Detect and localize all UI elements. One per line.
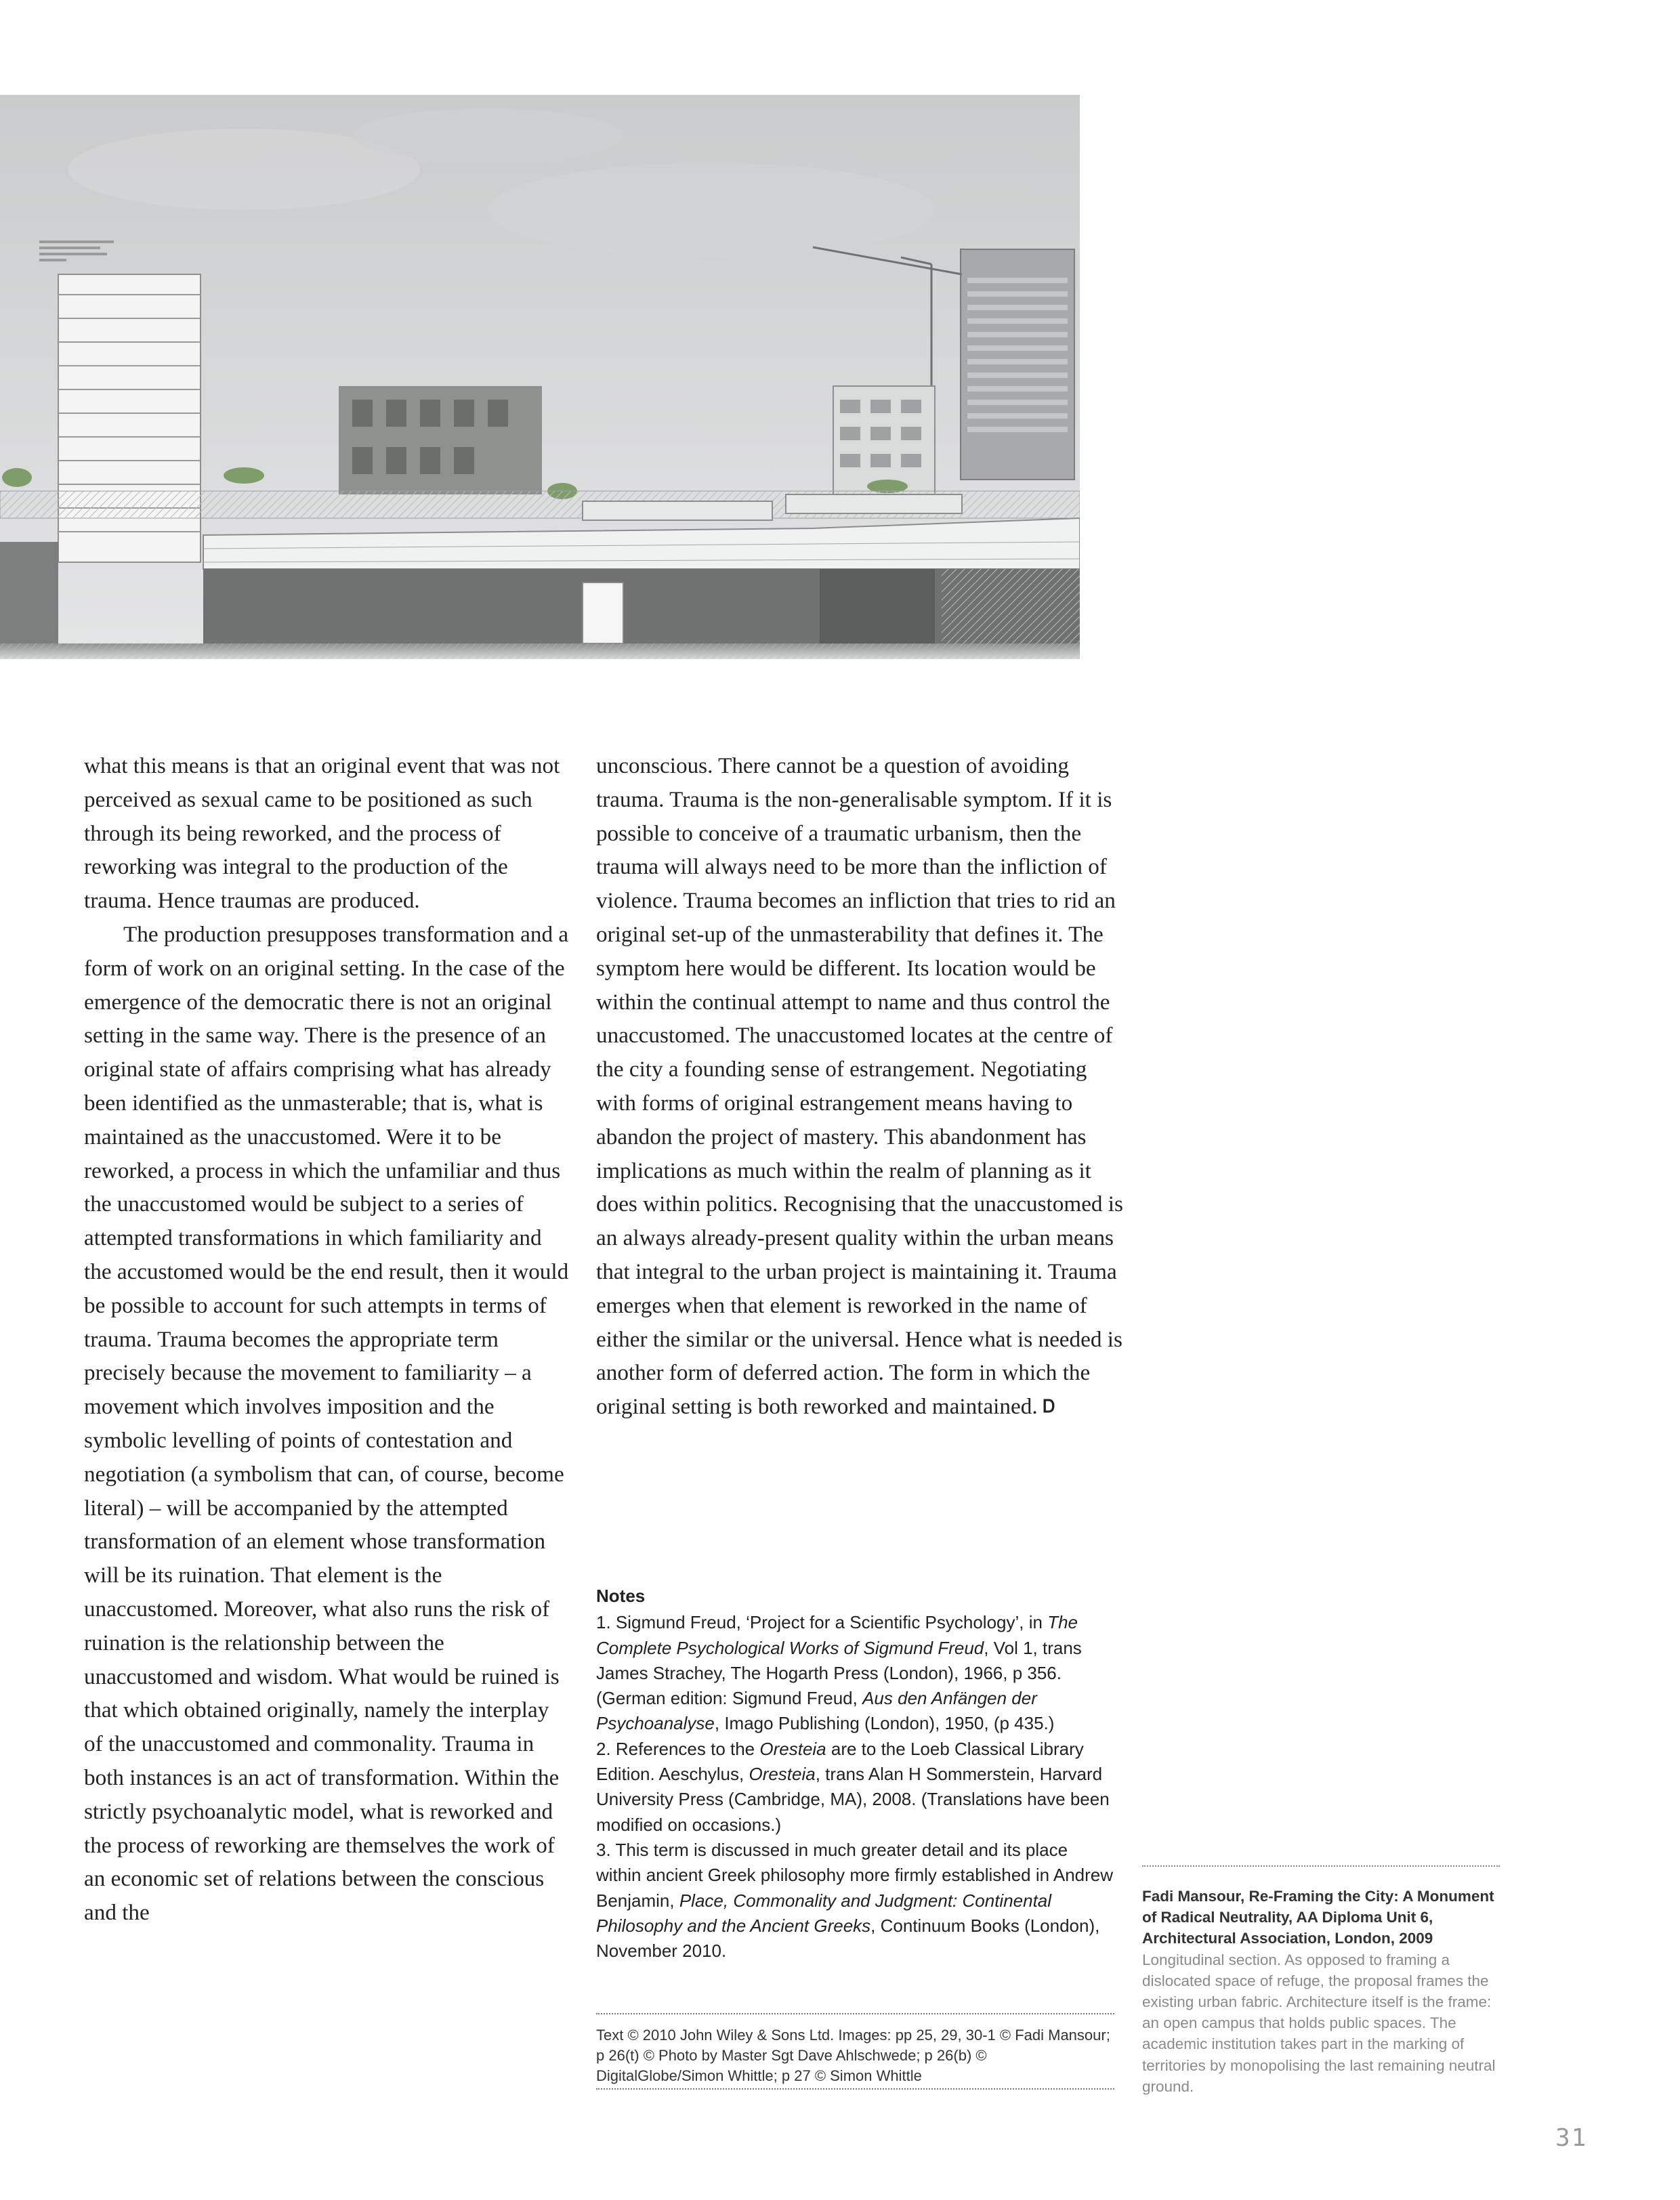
note-text: , Imago Publishing (London), 1950, (p 435.): [714, 1713, 1055, 1734]
body-text-column-middle: [596, 749, 1125, 1424]
note-text: 1. Sigmund Freud, ‘Project for a Scientific Psychology’, in: [596, 1612, 1048, 1633]
note-title: Aus den Anfängen der Psychoanalyse: [596, 1688, 1037, 1734]
credits-divider: [596, 2013, 1114, 2014]
note-text: are to the Loeb Classical Library Edition. Aeschylus,: [596, 1738, 1084, 1785]
body-paragraph: The production presupposes transformation and a form of work on an original setting. In the case of the emergence of the democratic there is not an original setting in the same way. There is the presence of an original state of affairs comprising what has already been identified as the unmasterable; that is, what is maintained as the unaccustomed. Were it to be reworked, a process in which the unfamiliar and thus the unaccustomed would be subject to a series of attempted transformations in which familiarity and the accustomed would be the end result, then it would be possible to account for such attempts in terms of trauma. Trauma becomes the appropriate term precisely because the movement to familiarity – a movement which involves imposition and the symbolic levelling of points of contestation and negotiation (a symbolism that can, of course, become literal) – will be accompanied by the attempted transformation of an element whose transformation will be its ruination. That element is the unaccustomed. Moreover, what also runs the risk of ruination is the relationship between the unaccustomed and wisdom. What would be ruined is that which obtained originally, namely the interplay of the unaccustomed and commonality. Trauma in both instances is an act of transformation. Within the strictly psychoanalytic model, what is reworked and the process of reworking are themselves the work of an economic set of relations between the conscious and the: [84, 921, 569, 1926]
notes-section: [596, 1584, 1114, 1964]
note-text: , Vol 1, trans James Strachey, The Hogarth Press (London), 1966, p 356. (German edition: Sigmund Freud,: [596, 1637, 1082, 1709]
note-title: Oresteia: [749, 1764, 816, 1785]
note-text: , trans Alan H Sommerstein, Harvard University Press (Cambridge, MA), 2008. (Translations have been modified on occasions.): [596, 1764, 1110, 1835]
body-paragraph-text: unconscious. There cannot be a question of avoiding trauma. Trauma is the non-generalisable symptom. If it is possible to conceive of a traumatic urbanism, then the trauma will always need to be more than the infliction of violence. Trauma becomes an infliction that tries to rid an original set-up of the unmasterability that defines it. The symptom here would be different. Its location would be within the continual attempt to name and thus control the unaccustomed. The unaccustomed locates at the centre of the city a founding sense of estrangement. Negotiating with forms of original estrangement means having to abandon the project of mastery. This abandonment has implications as much within the realm of planning as it does within politics. Recognising that the unaccustomed is an always already-present quality within the urban means that integral to the urban project is maintaining it. Trauma emerges when that element is reworked in the name of either the similar or the universal. Hence what is needed is another form of deferred action. The form in which the original setting is both reworked and maintained.: [596, 753, 1123, 1420]
credits-divider: [596, 2088, 1114, 2090]
note-title: The Complete Psychological Works of Sigmund Freud: [596, 1612, 1078, 1658]
caption-divider: [1142, 1865, 1500, 1867]
note-item: [596, 1737, 1114, 1838]
note-item: [596, 1838, 1114, 1964]
note-title: Place, Commonality and Judgment: Continental Philosophy and the Ancient Greeks: [596, 1890, 1052, 1936]
architectural-section-illustration: [0, 95, 1080, 659]
body-paragraph: what this means is that an original event that was not perceived as sexual came to be positioned as such through its being reworked, and the process of reworking was integral to the production of the trauma. Hence traumas are produced.: [84, 753, 560, 914]
caption-title: Fadi Mansour, Re-Framing the City: A Monument of Radical Neutrality, AA Diploma Unit 6, Architectural Association, London, 2009: [1142, 1888, 1494, 1947]
caption-body: Longitudinal section. As opposed to framing a dislocated space of refuge, the proposal frames the existing urban fabric. Architecture itself is the frame: an open campus that holds public spaces. The academic institution takes part in the marking of territories by monopolising the last remaining neutral ground.: [1142, 1951, 1496, 2095]
body-paragraph: [596, 749, 1125, 1424]
end-of-article-icon: Ꭰ: [1043, 1397, 1055, 1418]
figure-caption: [1142, 1886, 1508, 2097]
body-text-column-left: [84, 749, 572, 1930]
note-item: [596, 1610, 1114, 1736]
note-title: Oresteia: [759, 1738, 826, 1759]
page-number: 31: [1555, 2124, 1588, 2152]
notes-heading: Notes: [596, 1586, 646, 1606]
note-text: 3. This term is discussed in much greater detail and its place within ancient Greek philosophy more firmly established in Andrew Benjamin,: [596, 1839, 1114, 1911]
image-credits: Text © 2010 John Wiley & Sons Ltd. Images: pp 25, 29, 30-1 © Fadi Mansour; p 26(t) © Photo by Master Sgt Dave Ahlschwede; p 26(b) © DigitalGlobe/Simon Whittle; p 27 © Simon Whittle: [596, 2027, 1110, 2084]
note-text: , Continuum Books (London), November 2010.: [596, 1915, 1100, 1962]
note-text: 2. References to the: [596, 1738, 760, 1759]
